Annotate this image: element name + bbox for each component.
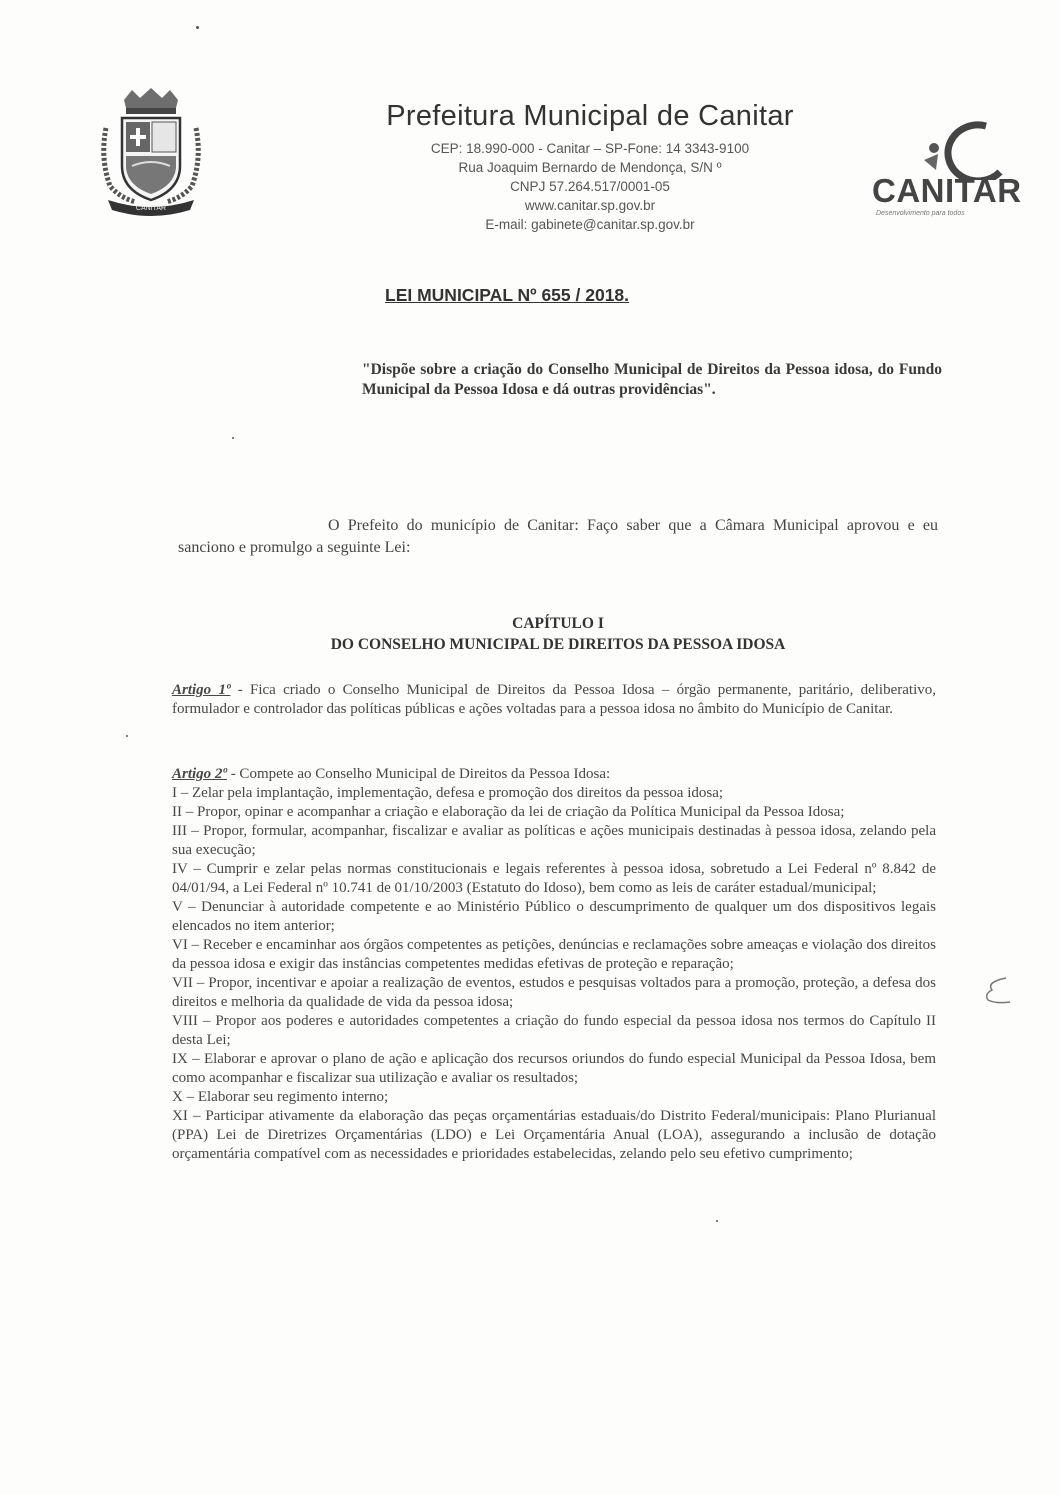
list-item: VII – Propor, incentivar e apoiar a realização de eventos, estudos e pesquisas voltados para a promoção, proteção, a defesa dos direitos e melhoria da qualidade de vida da pessoa idosa;: [172, 975, 936, 1010]
handwritten-mark-icon: [978, 972, 1018, 1012]
header-cnpj-line: CNPJ 57.264.517/0001-05: [510, 179, 670, 194]
canitar-logo: [868, 120, 1022, 220]
scan-speck: [716, 1220, 718, 1222]
letterhead: [330, 100, 850, 234]
article-2: [172, 765, 936, 1164]
list-item: XI – Participar ativamente da elaboração das peças orçamentárias estaduais/do Distrito Federal/municipais: Plano Plurianual (PPA) Lei de Diretrizes Orçamentárias (LDO) e Lei Orçamentária Anual (LOA), assegurando a inclusão de dotação orçamentária compatível com as necessidades e prioridades estabelecidas, zelando pelo seu efetivo cumprimento;: [172, 1108, 936, 1162]
chapter-label: CAPÍTULO I: [512, 615, 604, 632]
article-label: Artigo 1º: [172, 682, 231, 698]
list-item: III – Propor, formular, acompanhar, fiscalizar e avaliar as políticas e ações municipais destinadas à pessoa idosa, zelando pela sua execução;: [172, 823, 936, 858]
list-item: VI – Receber e encaminhar aos órgãos competentes as petições, denúncias e reclamações sobre ameaças e violação dos direitos da pessoa idosa e exigir das instâncias competentes medidas efetivas de proteção e reparação;: [172, 937, 936, 972]
chapter-title: DO CONSELHO MUNICIPAL DE DIREITOS DA PESSOA IDOSA: [330, 636, 786, 653]
scan-speck: [196, 26, 199, 29]
article-1: [172, 681, 936, 719]
list-item: IV – Cumprir e zelar pelas normas constitucionais e legais referentes à pessoa idosa, sobretudo a Lei Federal nº 8.842 de 04/01/94, a Lei Federal nº 10.741 de 01/10/2003 (Estatuto do Idoso), bem como as leis de caráter estadual/municipal;: [172, 861, 936, 896]
article-text: - Fica criado o Conselho Municipal de Direitos da Pessoa Idosa – órgão permanente, paritário, deliberativo, formulador e controlador das políticas públicas e ações voltadas para a pessoa idosa no âmbito do Município de Canitar.: [172, 682, 936, 717]
scan-speck: [232, 437, 234, 439]
header-address-line: CEP: 18.990-000 - Canitar – SP-Fone: 14 3343-9100: [430, 141, 750, 156]
law-summary: "Dispõe sobre a criação do Conselho Municipal de Direitos da Pessoa idosa, do Fundo Municipal da Pessoa Idosa e dá outras providências".: [362, 361, 942, 398]
crest-ribbon-text: CANITAR: [135, 205, 167, 212]
scan-speck: [126, 735, 128, 737]
article-label: Artigo 2º: [172, 766, 227, 782]
canitar-logo-mark-icon: [868, 120, 1018, 180]
header-website-line: www.canitar.sp.gov.br: [524, 198, 656, 213]
logo-wordmark: CANITAR: [872, 172, 1022, 209]
list-item: I – Zelar pela implantação, implementação, defesa e promoção dos direitos da pessoa idosa;: [172, 785, 724, 801]
list-item: X – Elaborar seu regimento interno;: [172, 1089, 389, 1105]
law-number: LEI MUNICIPAL Nº 655 / 2018.: [385, 285, 630, 305]
chapter-heading: [178, 613, 938, 655]
article-text: - Compete ao Conselho Municipal de Direitos da Pessoa Idosa:: [226, 766, 611, 782]
municipal-crest-icon: [96, 88, 206, 216]
law-preamble: O Prefeito do município de Canitar: Faço saber que a Câmara Municipal aprovou e eu sanciono e promulgo a seguinte Lei:: [178, 517, 938, 556]
list-item: V – Denunciar à autoridade competente e ao Ministério Público o descumprimento de qualquer um dos dispositivos legais elencados no item anterior;: [172, 899, 936, 934]
logo-tagline: Desenvolvimento para todos: [876, 210, 965, 217]
header-title: Prefeitura Municipal de Canitar: [386, 100, 794, 132]
list-item: II – Propor, opinar e acompanhar a criação e elaboração da lei de criação da Política Municipal da Pessoa Idosa;: [172, 804, 845, 820]
header-email-line: E-mail: gabinete@canitar.sp.gov.br: [485, 217, 695, 232]
list-item: VIII – Propor aos poderes e autoridades competentes a criação do fundo especial da pessoa idosa nos termos do Capítulo II desta Lei;: [172, 1013, 936, 1048]
header-address-line: Rua Joaquim Bernardo de Mendonça, S/N º: [458, 160, 722, 175]
list-item: IX – Elaborar e aprovar o plano de ação e aplicação dos recursos oriundos do fundo especial Municipal da Pessoa Idosa, bem como acompanhar e fiscalizar sua utilização e avaliar os resultados;: [172, 1051, 936, 1086]
